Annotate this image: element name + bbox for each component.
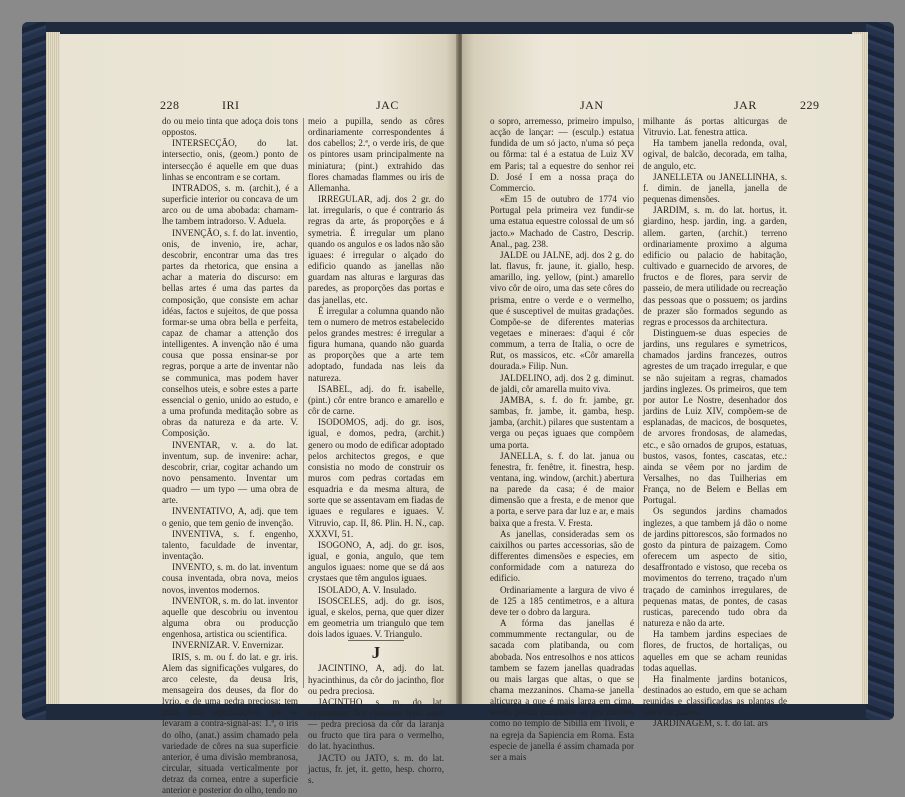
page-edges-left — [46, 32, 60, 704]
page-number-right: 229 — [800, 98, 820, 112]
right-page — [462, 34, 862, 762]
dictionary-entry: INVENTIVA, s. f. engenho, talento, faculdade de inventar, inventação. — [162, 528, 298, 562]
running-head-jac: JAC — [376, 98, 399, 112]
dictionary-entry: JARDIM, s. m. do lat. hortus, it. giardino, hesp. jardin, ing. a garden, allem. garten, (archit.) terreno ordinariamente proximo a alguma edificio ou palacio de habitação, cultivado e guarnecido de arvores, de fructos e de flores, para servir de passeio, de mera utilidade ou recreação das pessoas que o possuem; os jardins de prazer são formados segundo as regras e processos da architectura. — [643, 205, 787, 327]
left-page — [60, 34, 458, 796]
dictionary-entry: Ha finalmente jardins botanicos, destinados ao estudo, em que se acham reunidas e classificadas as plantas de todos os paizes. — [643, 673, 787, 718]
open-book — [22, 22, 894, 796]
dictionary-entry: INTERSECÇÃO, do lat. intersectio, onis, (geom.) ponto de intersecção é aquelle em que duas linhas se encontram e se cortam. — [162, 138, 298, 182]
dictionary-entry: milhante ás portas alticurgas de Vitruvio. Lat. fenestra attica. — [643, 116, 787, 138]
dictionary-entry: o sopro, arremesso, primeiro impulso, acção de lançar: — (esculp.) estatua fundida de um só jacto, n'uma só peça ou fôrma: tal é a estatua de Luiz XV em Paris; tal a equestre do senhor rei D. José I em a nossa praça do Commercio. — [490, 116, 634, 193]
dictionary-entry: INVENTAR, v. a. do lat. inventum, sup. de invenire: achar, descobrir, criar, cogitar achando um novo pensamento. Inventar um quadro — um typo — uma obra de arte. — [162, 439, 298, 506]
left-column-2 — [308, 116, 444, 786]
dictionary-entry: IRREGULAR, adj. dos 2 gr. do lat. irregularis, o que é contrario ás regras da arte, ás proporções e á symetria. É irregular um plano quando os angulos e os lados não são iguaes: é irregular o alçado do edificio quando as janellas não guardam nas alturas e larguras das paredes, as proporções das portas e das janellas, etc. — [308, 194, 444, 305]
dictionary-entry: INVENTATIVO, A, adj. que tem o genio, que tem genio de invenção. — [162, 506, 298, 528]
dictionary-entry: JARDINAGEM, s. f. do lat. ars — [653, 718, 768, 729]
dictionary-entry: ISOSCELES, adj. do gr. isos, igual, e skelos, perna, que quer dizer em geometria um triangulo que tem dois lados iguaes. V. Triangulo. — [308, 595, 444, 640]
dictionary-entry: JALDELINO, adj. dos 2 g. diminut. de jaldi, côr amarella muito viva. — [490, 372, 634, 394]
dictionary-entry: Os segundos jardins chamados inglezes, a que tambem já dão o nome de jardins pittorescos, são formados no gosto da pintura de paizagem. Como oferecem um aspecto de sitio, desaffrontado e vistoso, que receba os movimentos do terreno, traçado n'um traçado de caminhos irregulares, de pequenas matas, de pontes, de casas rusticas, parecendo tudo obra da natureza e não da arte. — [643, 506, 787, 629]
dictionary-entry: É irregular a columna quando não tem o numero de metros estabelecido pelos grandes mestres: é irregular a figura humana, quando não guarda as proporções que a arte tem adoptado, fundada nas leis da natureza. — [308, 305, 444, 383]
section-letter: J — [371, 643, 381, 663]
dictionary-entry: INVENÇÃO, s. f. do lat. inventio, onis, de invenio, ire, achar, descobrir, encontrar uma das tres partes da rhetorica, que ensina a achar a materia do discurso: em bellas artes é uma das partes da composição, que consiste em achar idéas, factos e sujeitos, de que possa formar-se uma obra bella e perfeita, capaz de chamar a attenção dos intelligentes. A invenção não é uma cousa que possa ensinar-se por regras, porque a arte de inventar não se communica, mas podem haver conselhos uteis, e sobre estes a parte essencial o genio, unido ao estudo, e a uma profunda meditação sobre as obras da natureza e da arte. V. Composição. — [162, 227, 298, 439]
dictionary-entry: INTRADOS, s. m. (archit.), é a superficie interior ou concava de um arco ou de uma abobada: chamam-lhe tambem intradorso. V. Aduela. — [162, 182, 298, 227]
dictionary-entry: JANELLA, s. f. do lat. janua ou fenestra, fr. fenêtre, it. finestra, hesp. ventana, ing. window, (archit.) abertura na parede da casa; é de maior dimensão que a fresta, e de menor que a porta, e serve para dar luz e ar, e mais baixa que a fresta. V. Fresta. — [490, 450, 634, 528]
dictionary-entry: Ha tambem jardins especiaes de flores, de fructos, de hortaliças, ou aquelles em que se acham reunidas todas aquellas. — [643, 629, 787, 673]
book-cover-left — [22, 22, 46, 720]
running-head-jar: JAR — [734, 98, 757, 112]
dictionary-entry: INVERNIZAR. V. Envernizar. — [172, 640, 284, 651]
dictionary-entry: A fórma das janellas é commummente rectangular, ou de sacada com platibanda, ou com abobada. Nos entresolhos e nos atticos tambem se fazem janellas quadradas ou mais largas que altas, o que se chama mezzaninos. Chama-se janella alticurga a que é mais larga em cima, sendo postas parallelos os pés direitos como no templo de Sibilla em Tivoli, e na egreja da Sapiencia em Roma. Esta especie de janella é assim chamada por ser a mais — [490, 618, 634, 762]
dictionary-entry: JACINTINO, A, adj. do lat. hyacinthinus, da côr do jacintho, flor ou pedra preciosa. — [308, 663, 444, 696]
dictionary-entry: INVENTO, s. m. do lat. inventum cousa inventada, obra nova, meios novos, inventos modernos. — [162, 562, 298, 595]
dictionary-entry: INVENTOR, s. m. do lat. inventor aquelle que descobriu ou inventou alguma obra ou producção engenhosa, artistica ou scientifica. — [162, 595, 298, 640]
dictionary-entry: Ha tambem janella redonda, oval, ogival, de balcão, decorada, em talha, de angulo, etc. — [643, 138, 787, 171]
dictionary-entry: As janellas, consideradas sem os caixilhos ou partes accessorias, são de differentes dimensões e especies, em conformidade com a natureza do edificio. — [490, 528, 634, 584]
dictionary-entry: ISABEL, adj. do fr. isabelle, (pint.) côr entre branco e amarello e côr de carne. — [308, 383, 444, 417]
page-number-left: 228 — [160, 98, 180, 112]
running-head-iri: IRI — [222, 98, 240, 112]
left-column-1 — [162, 116, 298, 797]
dictionary-entry: «Em 15 de outubro de 1774 vio Portugal pela primeira vez fundir-se uma estatua equestre colossal de um só jacto.» Machado de Castro, Descrip. Anal., pag. 238. — [490, 194, 634, 249]
column-rule — [638, 118, 639, 688]
dictionary-entry: do ou meio tinta que adoça dois tons oppostos. — [162, 116, 298, 138]
dictionary-entry: ISODOMOS, adj. do gr. isos, igual, e domos, pedra, (archit.) genero ou modo de edificar adoptado pelos architectos gregos, e que consistia no modo de construir os muros com pedras cortadas em esquadria e da mesma altura, de sorte que se assentavam em fiadas de iguaes e regulares e iguaes. V. Vitruvio, cap. II, 86. Plin. H. N., cap. XXXVI, 51. — [308, 417, 444, 539]
dictionary-entry: IRIS, s. m. ou f. do lat. e gr. iris. Alem das significações vulgares, do arco celeste, da deusa Iris, mensageira dos deuses, da flor do lyrio, e de uma pedra preciosa; tem mais duas significações, que se levaram a contra-signal-as: 1.ª, o iris do olho, (anat.) assim chamado pela variedade de côres na sua superficie anterior, é uma divisão membranosa, circular, situada verticalmente por detraz da cornea, entre a superficie anterior e posterior do olho, tendo no — [162, 651, 298, 796]
right-column-2 — [643, 116, 787, 730]
book-cover-right — [866, 22, 894, 720]
dictionary-entry: Distinguem-se duas especies de jardins, uns regulares e symetricos, chamados jardins francezes, outros agrestes de um traçado irregular, e que se não sujeitam a regras, chamados jardins inglezes. Os primeiros, que tem por autor Le Nostre, desenhador dos jardins de Luiz XIV, compõem-se de esplanadas, de macicos, de bosquetes, de arvores frondosas, de alamedas, etc., e são ornados de grupos, estatuas, bustos, vasos, fontes, cascatas, etc.: ainda se vêem por no jardim de Versalhes, no das Tuilherias em França, no de Belem e Bellas em Portugal. — [643, 327, 787, 506]
dictionary-entry: Ordinariamente a largura de vivo é de 125 a 185 centimetros, e a altura deve ter o dobro da largura. — [490, 584, 634, 617]
dictionary-entry: JALDE ou JALNE, adj. dos 2 g. do lat. flavus, fr. jaune, it. giallo, hesp. amarillo, ing. yellow, (pint.) amarello vivo côr de oiro, uma das sete côres do prisma, entre o verde e o vermelho, que é susceptivel de muitas gradações. Compõe-se de diferentes materias vegetaes e mineraes: d'aqui é côr commum, a terra de Italia, o ocre de Rut, os massicos, etc. «Côr amarella dourada.» Filip. Nun. — [490, 249, 634, 372]
running-head-jan: JAN — [580, 98, 604, 112]
dictionary-entry: JACINTHO, s. m. do lat. hyacinthus, flor chamada lyrio azul: — pedra preciosa da côr da laranja ou fructo que tira para o vermelho, do lat. hyacinthus. — [308, 696, 444, 752]
column-rule — [303, 118, 304, 688]
dictionary-entry: ISOLADO, A. V. Insulado. — [318, 584, 417, 595]
dictionary-entry: JANELLETA ou JANELLINHA, s. f. dimin. de janella, janella de pequenas dimensões. — [643, 171, 787, 205]
section-rule — [348, 640, 404, 641]
dictionary-entry: meio a pupilla, sendo as côres ordinariamente correspondentes á dos cabellos; 2.ª, o verde iris, de que os pintores usam principalmente na miniatura; (pint.) extrahido das flores chamadas flammes ou iris de Allemanha. — [308, 116, 444, 193]
dictionary-entry: JAMBA, s. f. do fr. jambe, gr. sambas, fr. jambe, it. gamba, hesp. jamba, (archit.) pilares que sustentam a verga ou peças iguaes que compõem uma porta. — [490, 394, 634, 450]
dictionary-entry: ISOGONO, A, adj. do gr. isos, igual, e gonia, angulo, que tem angulos iguaes: nome que se dá aos crystaes que têm angulos iguaes. — [308, 539, 444, 584]
right-column-1 — [490, 116, 634, 763]
dictionary-entry: JACTO ou JATO, s. m. do lat. jactus, fr. jet, it. getto, hesp. chorro, s. — [308, 752, 444, 785]
